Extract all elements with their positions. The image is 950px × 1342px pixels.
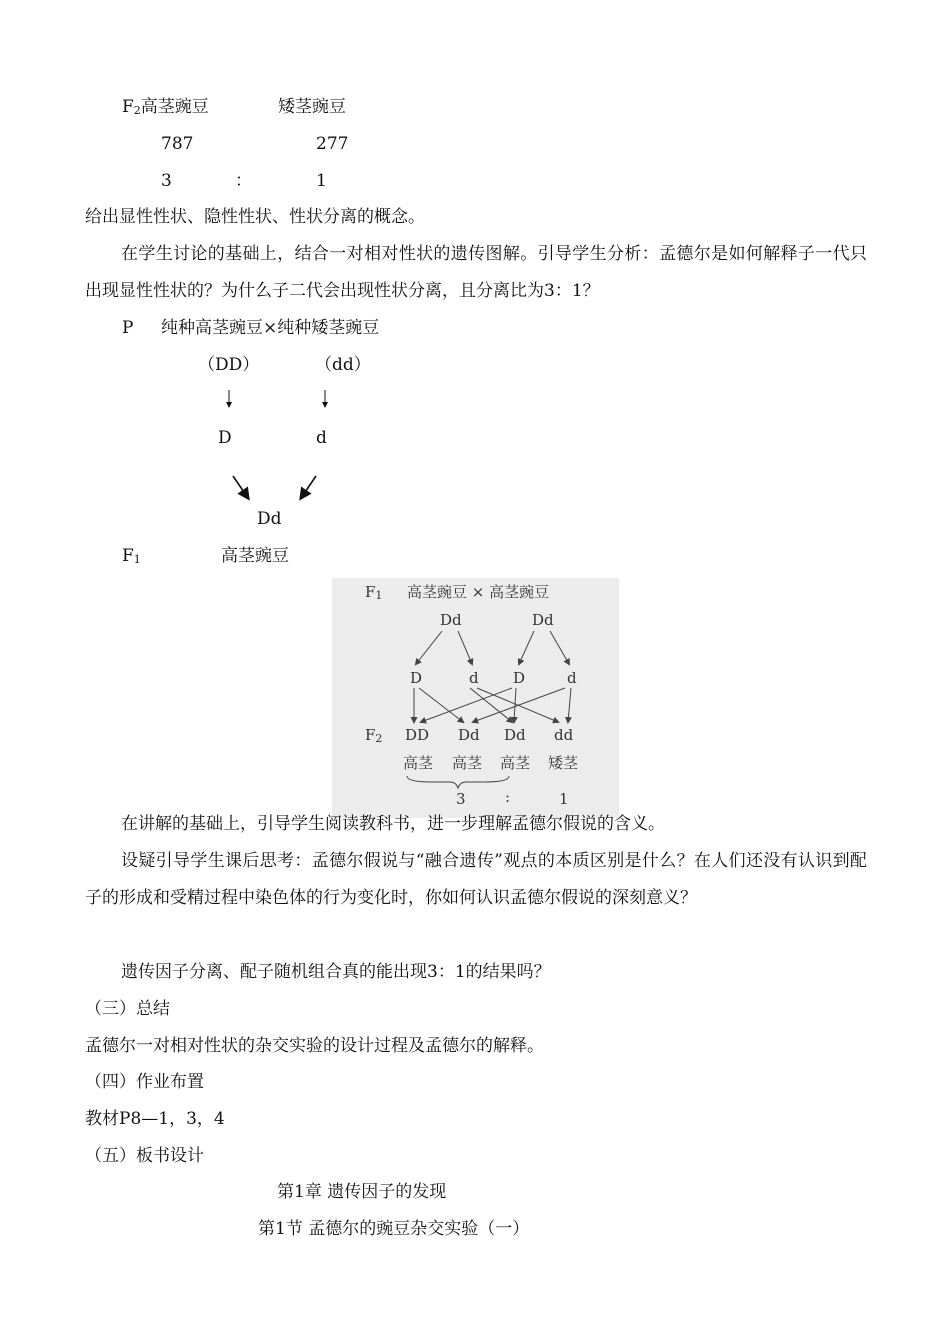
cross-text: 纯种高茎豌豆×纯种矮茎豌豆: [161, 318, 380, 338]
ratio-separator: ：: [235, 171, 252, 191]
arrow-gamete1-offspring: [233, 476, 248, 498]
parent2-genotype: （dd）: [315, 355, 371, 375]
fig-cross-title: 高茎豌豆 × 高茎豌豆: [407, 583, 550, 601]
cross-arrows: [0, 0, 950, 600]
fig-ratio-right: 1: [559, 790, 569, 808]
fig-parent-left: Dd: [440, 611, 462, 629]
fig-phenotype-1: 高茎: [403, 754, 434, 772]
f2-dwarf-label: 矮茎豌豆: [278, 97, 346, 117]
f1-phenotype: 高茎豌豆: [221, 546, 289, 566]
para-concepts: 给出显性性状、隐性性状、性状分离的概念。: [85, 207, 425, 227]
fig-phenotype-3: 高茎: [500, 754, 531, 772]
fig-ratio-separator: :: [505, 788, 511, 806]
section-summary: （三）总结: [85, 999, 170, 1019]
parent1-genotype: （DD）: [198, 355, 260, 375]
offspring-genotype: Dd: [257, 509, 282, 529]
fig-genotype-3: Dd: [504, 726, 526, 744]
fig-genotype-1: DD: [405, 726, 430, 744]
summary-text: 孟德尔一对相对性状的杂交实验的设计过程及孟德尔的解释。: [85, 1036, 544, 1056]
fig-gamete-4: d: [567, 669, 577, 687]
f1-label: $F_1$: [122, 546, 141, 566]
fig-parent-right: Dd: [532, 611, 554, 629]
f1-cross-figure: [332, 578, 619, 818]
fig-ratio-left: 3: [456, 790, 466, 808]
homework-text: 教材P8—1，3，4: [85, 1109, 225, 1129]
fig-genotype-4: dd: [554, 726, 574, 744]
fig-gamete-1: D: [410, 669, 423, 687]
tall-count: 787: [161, 134, 194, 154]
fig-gamete-3: D: [513, 669, 526, 687]
fig-phenotype-2: 高茎: [452, 754, 483, 772]
board-section: 第1节 孟德尔的豌豆杂交实验（一）: [258, 1219, 530, 1239]
para-ratio-question: 遗传因子分离、配子随机组合真的能出现3：1的结果吗？: [121, 962, 551, 982]
fig-phenotype-4: 矮茎: [548, 754, 579, 772]
fig-gamete-2: d: [469, 669, 479, 687]
arrow-gamete2-offspring: [301, 476, 316, 498]
para-textbook: 在讲解的基础上，引导学生阅读教科书，进一步理解孟德尔假说的含义。: [121, 814, 665, 834]
gamete2: d: [316, 428, 327, 448]
section-homework: （四）作业布置: [85, 1072, 204, 1092]
para-question: 设疑引导学生课后思考：孟德尔假说与“融合遗传”观点的本质区别是什么？在人们还没有认识到配子的形成和受精过程中染色体的行为变化时，你如何认识孟德尔假说的深刻意义？: [85, 851, 867, 908]
dwarf-count: 277: [316, 134, 349, 154]
fig-arrows: [332, 578, 619, 818]
f2-label: $F_2$高茎豌豆: [122, 97, 209, 117]
fig-f1-label: $F_1$: [365, 583, 383, 602]
fig-genotype-2: Dd: [458, 726, 480, 744]
gamete1: D: [218, 428, 232, 448]
ratio-left: 3: [161, 171, 172, 191]
board-chapter: 第1章 遗传因子的发现: [277, 1182, 447, 1202]
para-guide: 在学生讨论的基础上，结合一对相对性状的遗传图解。引导学生分析：孟德尔是如何解释子一代只出现显性性状的？为什么子二代会出现性状分离，且分离比为3：1？: [85, 244, 867, 301]
p-label: P: [122, 318, 134, 338]
section-board: （五）板书设计: [85, 1146, 204, 1166]
fig-f2-label: $F_2$: [365, 726, 383, 745]
ratio-right: 1: [316, 171, 327, 191]
